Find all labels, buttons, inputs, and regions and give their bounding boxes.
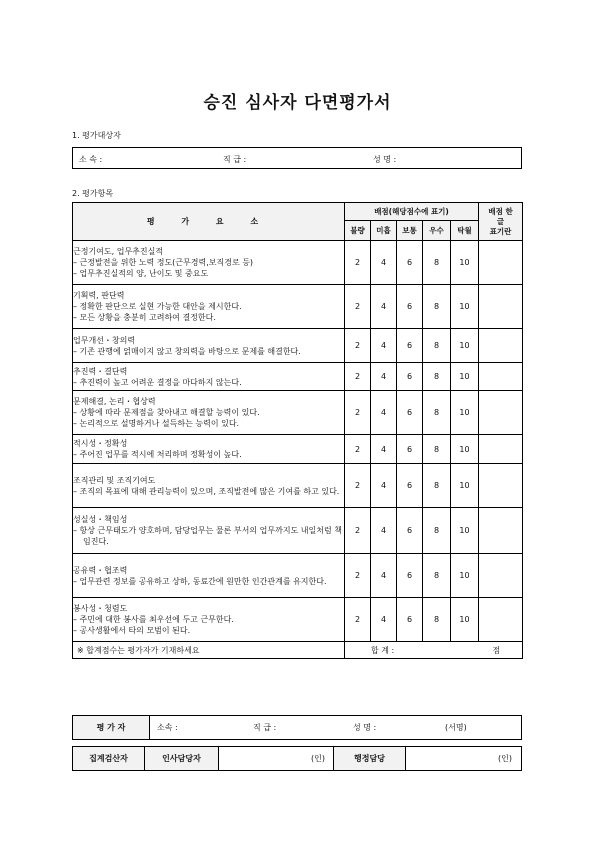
score-option[interactable]: 2 <box>345 391 371 435</box>
score-option[interactable]: 4 <box>371 464 397 508</box>
score-option[interactable]: 10 <box>451 363 479 391</box>
factor-cell <box>73 464 345 508</box>
score-korean-field[interactable] <box>479 554 523 598</box>
score-option[interactable]: 2 <box>345 435 371 464</box>
factor-cell <box>73 508 345 554</box>
evaluation-row <box>73 329 523 363</box>
factor-cell <box>73 391 345 435</box>
factor-description: – 기존 관행에 얽매이지 않고 창의력을 바탕으로 문제를 해결한다. <box>73 346 301 356</box>
factor-description: – 업무관련 정보를 공유하고 상하, 동료간에 원만한 인간관계를 유지한다. <box>73 576 327 586</box>
factor-description: – 모든 상황을 충분히 고려하여 결정한다. <box>73 313 216 322</box>
score-korean-field[interactable] <box>479 285 523 329</box>
factor-name: 적시성・정확성 <box>73 439 128 448</box>
section-heading-items: 2. 평가항목 <box>72 189 114 198</box>
score-option[interactable]: 2 <box>345 285 371 329</box>
target-rank-label: 직 급 : <box>223 155 247 164</box>
score-option[interactable]: 10 <box>451 464 479 508</box>
factor-description: – 추진력이 높고 어려운 결정을 마다하지 않는다. <box>73 377 242 387</box>
factor-description: – 근정발전을 위한 노력 정도(근무경력,보직경로 등) <box>73 258 254 267</box>
evaluation-row <box>73 598 523 642</box>
factor-name: 업무개선・창의력 <box>73 335 136 345</box>
evaluation-row <box>73 241 523 285</box>
factor-cell <box>73 598 345 642</box>
score-option[interactable]: 4 <box>371 241 397 285</box>
evaluation-row <box>73 464 523 508</box>
note-header: 배점 한 글 표기란 <box>479 203 523 241</box>
factor-cell <box>73 241 345 285</box>
score-option[interactable]: 8 <box>423 241 451 285</box>
score-korean-field[interactable] <box>479 508 523 554</box>
score-option[interactable]: 8 <box>423 464 451 508</box>
factor-description: – 논리적으로 설명하거나 설득하는 능력이 있다. <box>73 419 240 428</box>
score-option[interactable]: 4 <box>371 363 397 391</box>
factor-cell <box>73 554 345 598</box>
score-level-header: 보통 <box>397 221 423 241</box>
score-option[interactable]: 8 <box>423 329 451 363</box>
factor-name: 공유력・협조력 <box>73 565 128 575</box>
factor-name: 봉사성・청렴도 <box>73 604 128 613</box>
score-option[interactable]: 6 <box>397 391 423 435</box>
score-option[interactable]: 8 <box>423 285 451 329</box>
score-option[interactable]: 4 <box>371 329 397 363</box>
factor-description: – 조직의 목표에 대해 관리능력이 있으며, 조직발전에 많은 기여를 하고 있다. <box>73 486 340 496</box>
checker-label: 집계검산자 <box>73 747 145 770</box>
hr-officer-seal[interactable]: (인) <box>219 747 334 770</box>
evaluation-row <box>73 435 523 464</box>
score-option[interactable]: 6 <box>397 435 423 464</box>
factor-description: – 공사생활에서 타의 모범이 된다. <box>73 626 191 635</box>
factor-cell <box>73 363 345 391</box>
total-label: 합 계 : <box>371 646 395 655</box>
score-option[interactable]: 2 <box>345 554 371 598</box>
score-level-header: 탁월 <box>451 221 479 241</box>
score-option[interactable]: 6 <box>397 241 423 285</box>
total-cell[interactable] <box>345 642 523 659</box>
admin-officer-label: 행정담당 <box>334 747 406 770</box>
evaluation-row <box>73 285 523 329</box>
score-option[interactable]: 6 <box>397 329 423 363</box>
evaluation-row <box>73 508 523 554</box>
factor-name: 성실성・책임성 <box>73 515 128 524</box>
factor-name: 문제해결, 논리・협상력 <box>73 397 156 406</box>
document-title: 승진 심사자 다면평가서 <box>203 93 392 113</box>
evaluation-row <box>73 391 523 435</box>
hr-officer-label: 인사담당자 <box>145 747 219 770</box>
score-option[interactable]: 8 <box>423 554 451 598</box>
score-option[interactable]: 4 <box>371 435 397 464</box>
score-korean-field[interactable] <box>479 598 523 642</box>
score-option[interactable]: 2 <box>345 363 371 391</box>
factor-description: – 항상 근무태도가 양호하며, 담당업무는 물론 부서의 업무까지도 내일처럼 책임진다. <box>73 526 342 546</box>
score-option[interactable]: 2 <box>345 464 371 508</box>
evaluator-label: 평 가 자 <box>73 716 150 739</box>
target-name-label: 성 명 : <box>373 155 397 164</box>
score-korean-field[interactable] <box>479 464 523 508</box>
score-option[interactable]: 6 <box>397 508 423 554</box>
score-option[interactable]: 4 <box>371 391 397 435</box>
score-option[interactable]: 8 <box>423 508 451 554</box>
score-option[interactable]: 10 <box>451 508 479 554</box>
score-option[interactable]: 2 <box>345 508 371 554</box>
score-option[interactable]: 10 <box>451 241 479 285</box>
score-option[interactable]: 4 <box>371 285 397 329</box>
score-option[interactable]: 10 <box>451 598 479 642</box>
score-level-header: 우수 <box>423 221 451 241</box>
score-option[interactable]: 8 <box>423 363 451 391</box>
score-option[interactable]: 4 <box>371 508 397 554</box>
factor-name: 추진력・결단력 <box>73 366 128 376</box>
target-dept-label: 소 속 : <box>79 155 103 164</box>
score-option[interactable]: 6 <box>397 285 423 329</box>
score-option[interactable]: 6 <box>397 554 423 598</box>
evaluator-rank-label: 직 급 : <box>253 723 277 732</box>
factor-description: – 주어진 업무를 적시에 처리하며 정확성이 높다. <box>73 450 242 459</box>
score-option[interactable]: 2 <box>345 598 371 642</box>
score-korean-field[interactable] <box>479 241 523 285</box>
score-level-header: 미흡 <box>371 221 397 241</box>
factor-description: – 업무추진실적의 양, 난이도 및 중요도 <box>73 269 209 278</box>
factor-name: 근정기여도, 업무추진실적 <box>73 247 164 256</box>
score-option[interactable]: 6 <box>397 363 423 391</box>
target-info-box <box>72 147 522 169</box>
factor-description: – 상황에 따라 문제점을 찾아내고 해결할 능력이 있다. <box>73 408 260 417</box>
evaluator-dept-label: 소속 : <box>157 723 178 732</box>
score-korean-field[interactable] <box>479 329 523 363</box>
score-option[interactable]: 4 <box>371 554 397 598</box>
evaluation-row <box>73 363 523 391</box>
evaluator-sign[interactable]: (서명) <box>445 723 467 732</box>
score-option[interactable]: 8 <box>423 435 451 464</box>
factor-cell <box>73 285 345 329</box>
score-option[interactable]: 10 <box>451 554 479 598</box>
evaluation-table <box>72 202 523 659</box>
factor-cell <box>73 435 345 464</box>
score-level-header: 불량 <box>345 221 371 241</box>
score-option[interactable]: 10 <box>451 391 479 435</box>
score-option[interactable]: 6 <box>397 464 423 508</box>
score-option[interactable]: 10 <box>451 285 479 329</box>
score-option[interactable]: 10 <box>451 435 479 464</box>
score-option[interactable]: 10 <box>451 329 479 363</box>
score-option[interactable]: 6 <box>397 598 423 642</box>
evaluation-row <box>73 554 523 598</box>
factor-description: – 정확한 판단으로 실현 가능한 대안을 제시한다. <box>73 302 242 311</box>
evaluator-name-label: 성 명 : <box>353 723 377 732</box>
factor-description: – 주민에 대한 봉사를 최우선에 두고 근무한다. <box>73 615 234 624</box>
evaluator-box <box>72 715 522 740</box>
score-option[interactable]: 2 <box>345 241 371 285</box>
score-option[interactable]: 8 <box>423 391 451 435</box>
score-korean-field[interactable] <box>479 435 523 464</box>
score-korean-field[interactable] <box>479 363 523 391</box>
approval-box <box>72 746 522 771</box>
total-unit: 점 <box>492 646 501 655</box>
score-option[interactable]: 4 <box>371 598 397 642</box>
factor-name: 기획력, 판단력 <box>73 291 125 300</box>
summary-note: ※ 합계점수는 평가자가 기재하세요 <box>73 642 345 659</box>
score-header: 배점(해당점수에 표기) <box>345 203 479 221</box>
score-option[interactable]: 2 <box>345 329 371 363</box>
factor-header: 평 가 요 소 <box>73 203 345 241</box>
score-korean-field[interactable] <box>479 391 523 435</box>
section-heading-target: 1. 평가대상자 <box>72 131 121 140</box>
factor-name: 조직관리 및 조직기여도 <box>73 475 156 485</box>
score-option[interactable]: 8 <box>423 598 451 642</box>
admin-officer-seal[interactable]: (인) <box>498 754 512 763</box>
factor-cell <box>73 329 345 363</box>
